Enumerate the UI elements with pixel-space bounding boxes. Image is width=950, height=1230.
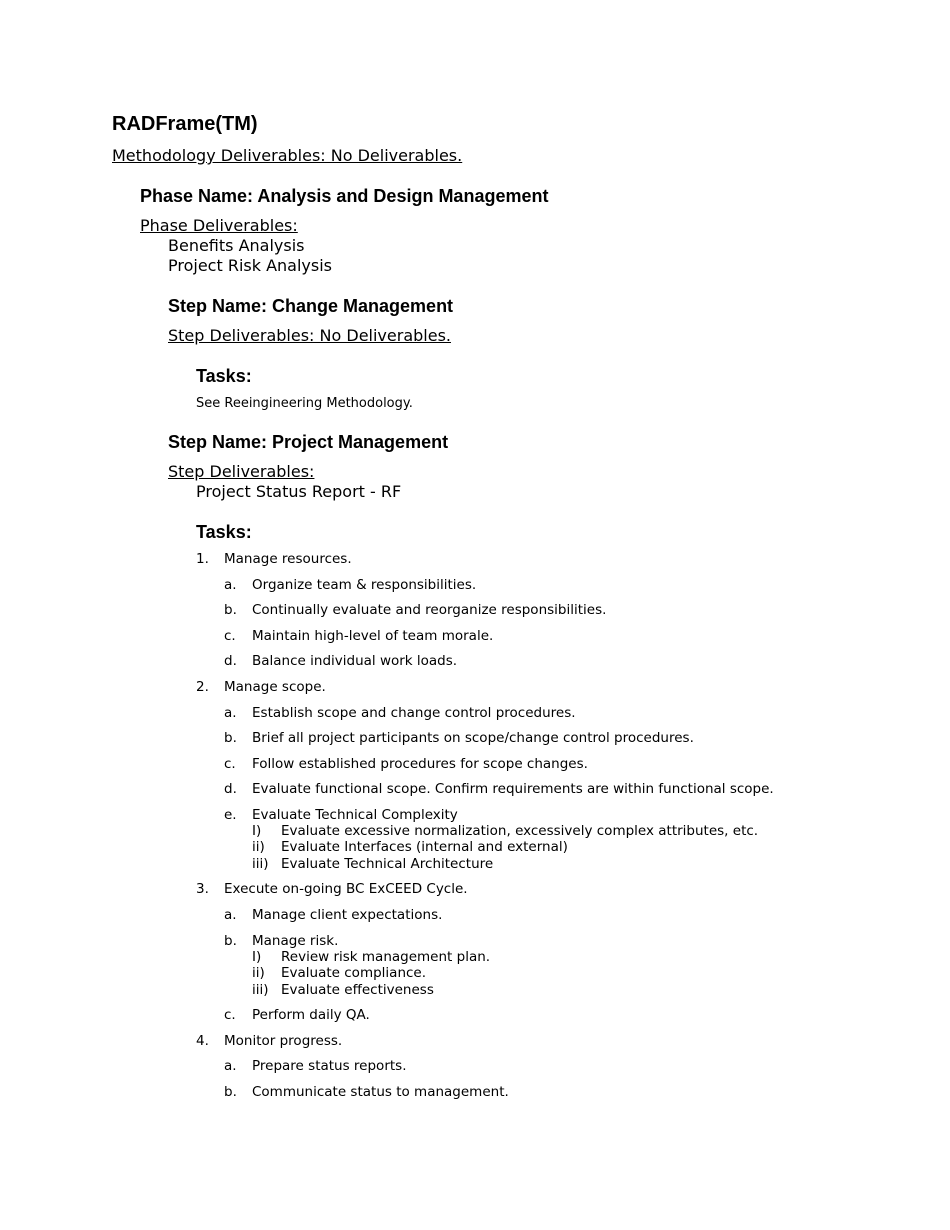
step-deliverables-label: Step Deliverables: <box>168 462 315 481</box>
subtask-letter: b. <box>224 932 237 949</box>
sub-subtask-item <box>196 823 896 840</box>
subtask-item <box>196 1058 896 1084</box>
sub-subtask-numeral: I) <box>252 822 262 839</box>
subtask-item <box>196 756 896 782</box>
subtask-text: Evaluate Technical Complexity <box>252 806 458 823</box>
subtask-text: Communicate status to management. <box>252 1083 509 1100</box>
subtask-text: Manage client expectations. <box>252 907 443 924</box>
subtask-text: Follow established procedures for scope changes. <box>252 755 588 772</box>
sub-subtask-numeral: iii) <box>252 855 269 872</box>
phase-deliverable-item: Project Risk Analysis <box>168 256 332 275</box>
sub-subtask-item <box>196 949 896 966</box>
subtask-letter: e. <box>224 806 237 823</box>
subtask-item <box>196 705 896 731</box>
task-item <box>196 1033 896 1059</box>
subtask-text: Maintain high-level of team morale. <box>252 627 494 644</box>
subtask-letter: a. <box>224 1058 237 1075</box>
subtask-letter: c. <box>224 627 236 644</box>
tasks-heading: Tasks: <box>196 366 252 386</box>
sub-subtask-text: Evaluate Interfaces (internal and external) <box>281 839 568 856</box>
phase-deliverable-item: Benefits Analysis <box>168 236 305 255</box>
tasks-list <box>196 551 896 1110</box>
subtask-item <box>196 730 896 756</box>
subtask-text: Perform daily QA. <box>252 1007 370 1024</box>
subtask-text: Establish scope and change control procedures. <box>252 704 576 721</box>
subtask-text: Continually evaluate and reorganize responsibilities. <box>252 602 607 619</box>
subtask-text: Balance individual work loads. <box>252 653 458 670</box>
task-item <box>196 679 896 705</box>
methodology-deliverables: Methodology Deliverables: No Deliverables. <box>112 146 463 165</box>
sub-subtask-item <box>196 839 896 856</box>
phase-deliverables-label: Phase Deliverables: <box>140 216 298 235</box>
sub-subtask-numeral: iii) <box>252 981 269 998</box>
subtask-item <box>196 1084 896 1110</box>
step-deliverables-list <box>196 482 401 502</box>
phase-name-heading: Phase Name: Analysis and Design Management <box>140 186 549 206</box>
task-number: 2. <box>196 678 209 695</box>
subtask-letter: d. <box>224 653 237 670</box>
subtask-item <box>196 653 896 679</box>
step-deliverables-label: Step Deliverables: No Deliverables. <box>168 326 451 345</box>
tasks-heading: Tasks: <box>196 522 252 542</box>
subtask-letter: b. <box>224 602 237 619</box>
task-text: Manage resources. <box>224 551 352 567</box>
task-number: 1. <box>196 551 209 567</box>
subtask-item <box>196 1007 896 1033</box>
task-item <box>196 881 896 907</box>
subtask-text: Prepare status reports. <box>252 1058 407 1075</box>
tasks-note: See Reeingineering Methodology. <box>196 396 413 411</box>
step-deliverable-item: Project Status Report - RF <box>196 482 402 501</box>
sub-subtask-item <box>196 856 896 873</box>
subtask-letter: c. <box>224 755 236 772</box>
sub-subtask-item <box>196 982 896 999</box>
subtask-text: Evaluate functional scope. Confirm requirements are within functional scope. <box>252 781 774 798</box>
subtask-letter: b. <box>224 1083 237 1100</box>
subtask-item <box>196 807 896 882</box>
subtask-item <box>196 602 896 628</box>
subtask-letter: d. <box>224 781 237 798</box>
subtask-item <box>196 781 896 807</box>
subtask-letter: a. <box>224 576 237 593</box>
subtask-item <box>196 577 896 603</box>
subtask-text: Organize team & responsibilities. <box>252 576 477 593</box>
subtask-letter: a. <box>224 704 237 721</box>
sub-subtask-numeral: ii) <box>252 965 265 982</box>
sub-subtask-text: Review risk management plan. <box>281 948 491 965</box>
step-name-heading: Step Name: Project Management <box>168 432 449 452</box>
subtask-letter: b. <box>224 730 237 747</box>
sub-subtask-item <box>196 965 896 982</box>
subtask-item <box>196 933 896 1008</box>
task-text: Monitor progress. <box>224 1032 343 1049</box>
sub-subtask-numeral: I) <box>252 948 262 965</box>
phase-deliverables-list <box>168 236 332 276</box>
sub-subtask-numeral: ii) <box>252 839 265 856</box>
sub-subtask-text: Evaluate effectiveness <box>281 981 434 998</box>
sub-subtask-text: Evaluate excessive normalization, excessively complex attributes, etc. <box>281 822 759 839</box>
document-title: RADFrame(TM) <box>112 113 258 135</box>
subtask-letter: c. <box>224 1007 236 1024</box>
task-number: 4. <box>196 1032 209 1049</box>
task-text: Execute on-going BC ExCEED Cycle. <box>224 881 468 898</box>
subtask-text: Brief all project participants on scope/change control procedures. <box>252 730 694 747</box>
subtask-text: Manage risk. <box>252 932 339 949</box>
task-text: Manage scope. <box>224 678 326 695</box>
sub-subtask-text: Evaluate Technical Architecture <box>281 855 494 872</box>
subtask-item <box>196 907 896 933</box>
subtask-item <box>196 628 896 654</box>
sub-subtask-text: Evaluate compliance. <box>281 965 427 982</box>
step-name-heading: Step Name: Change Management <box>168 296 454 316</box>
subtask-letter: a. <box>224 907 237 924</box>
task-item <box>196 551 896 577</box>
task-number: 3. <box>196 881 209 898</box>
